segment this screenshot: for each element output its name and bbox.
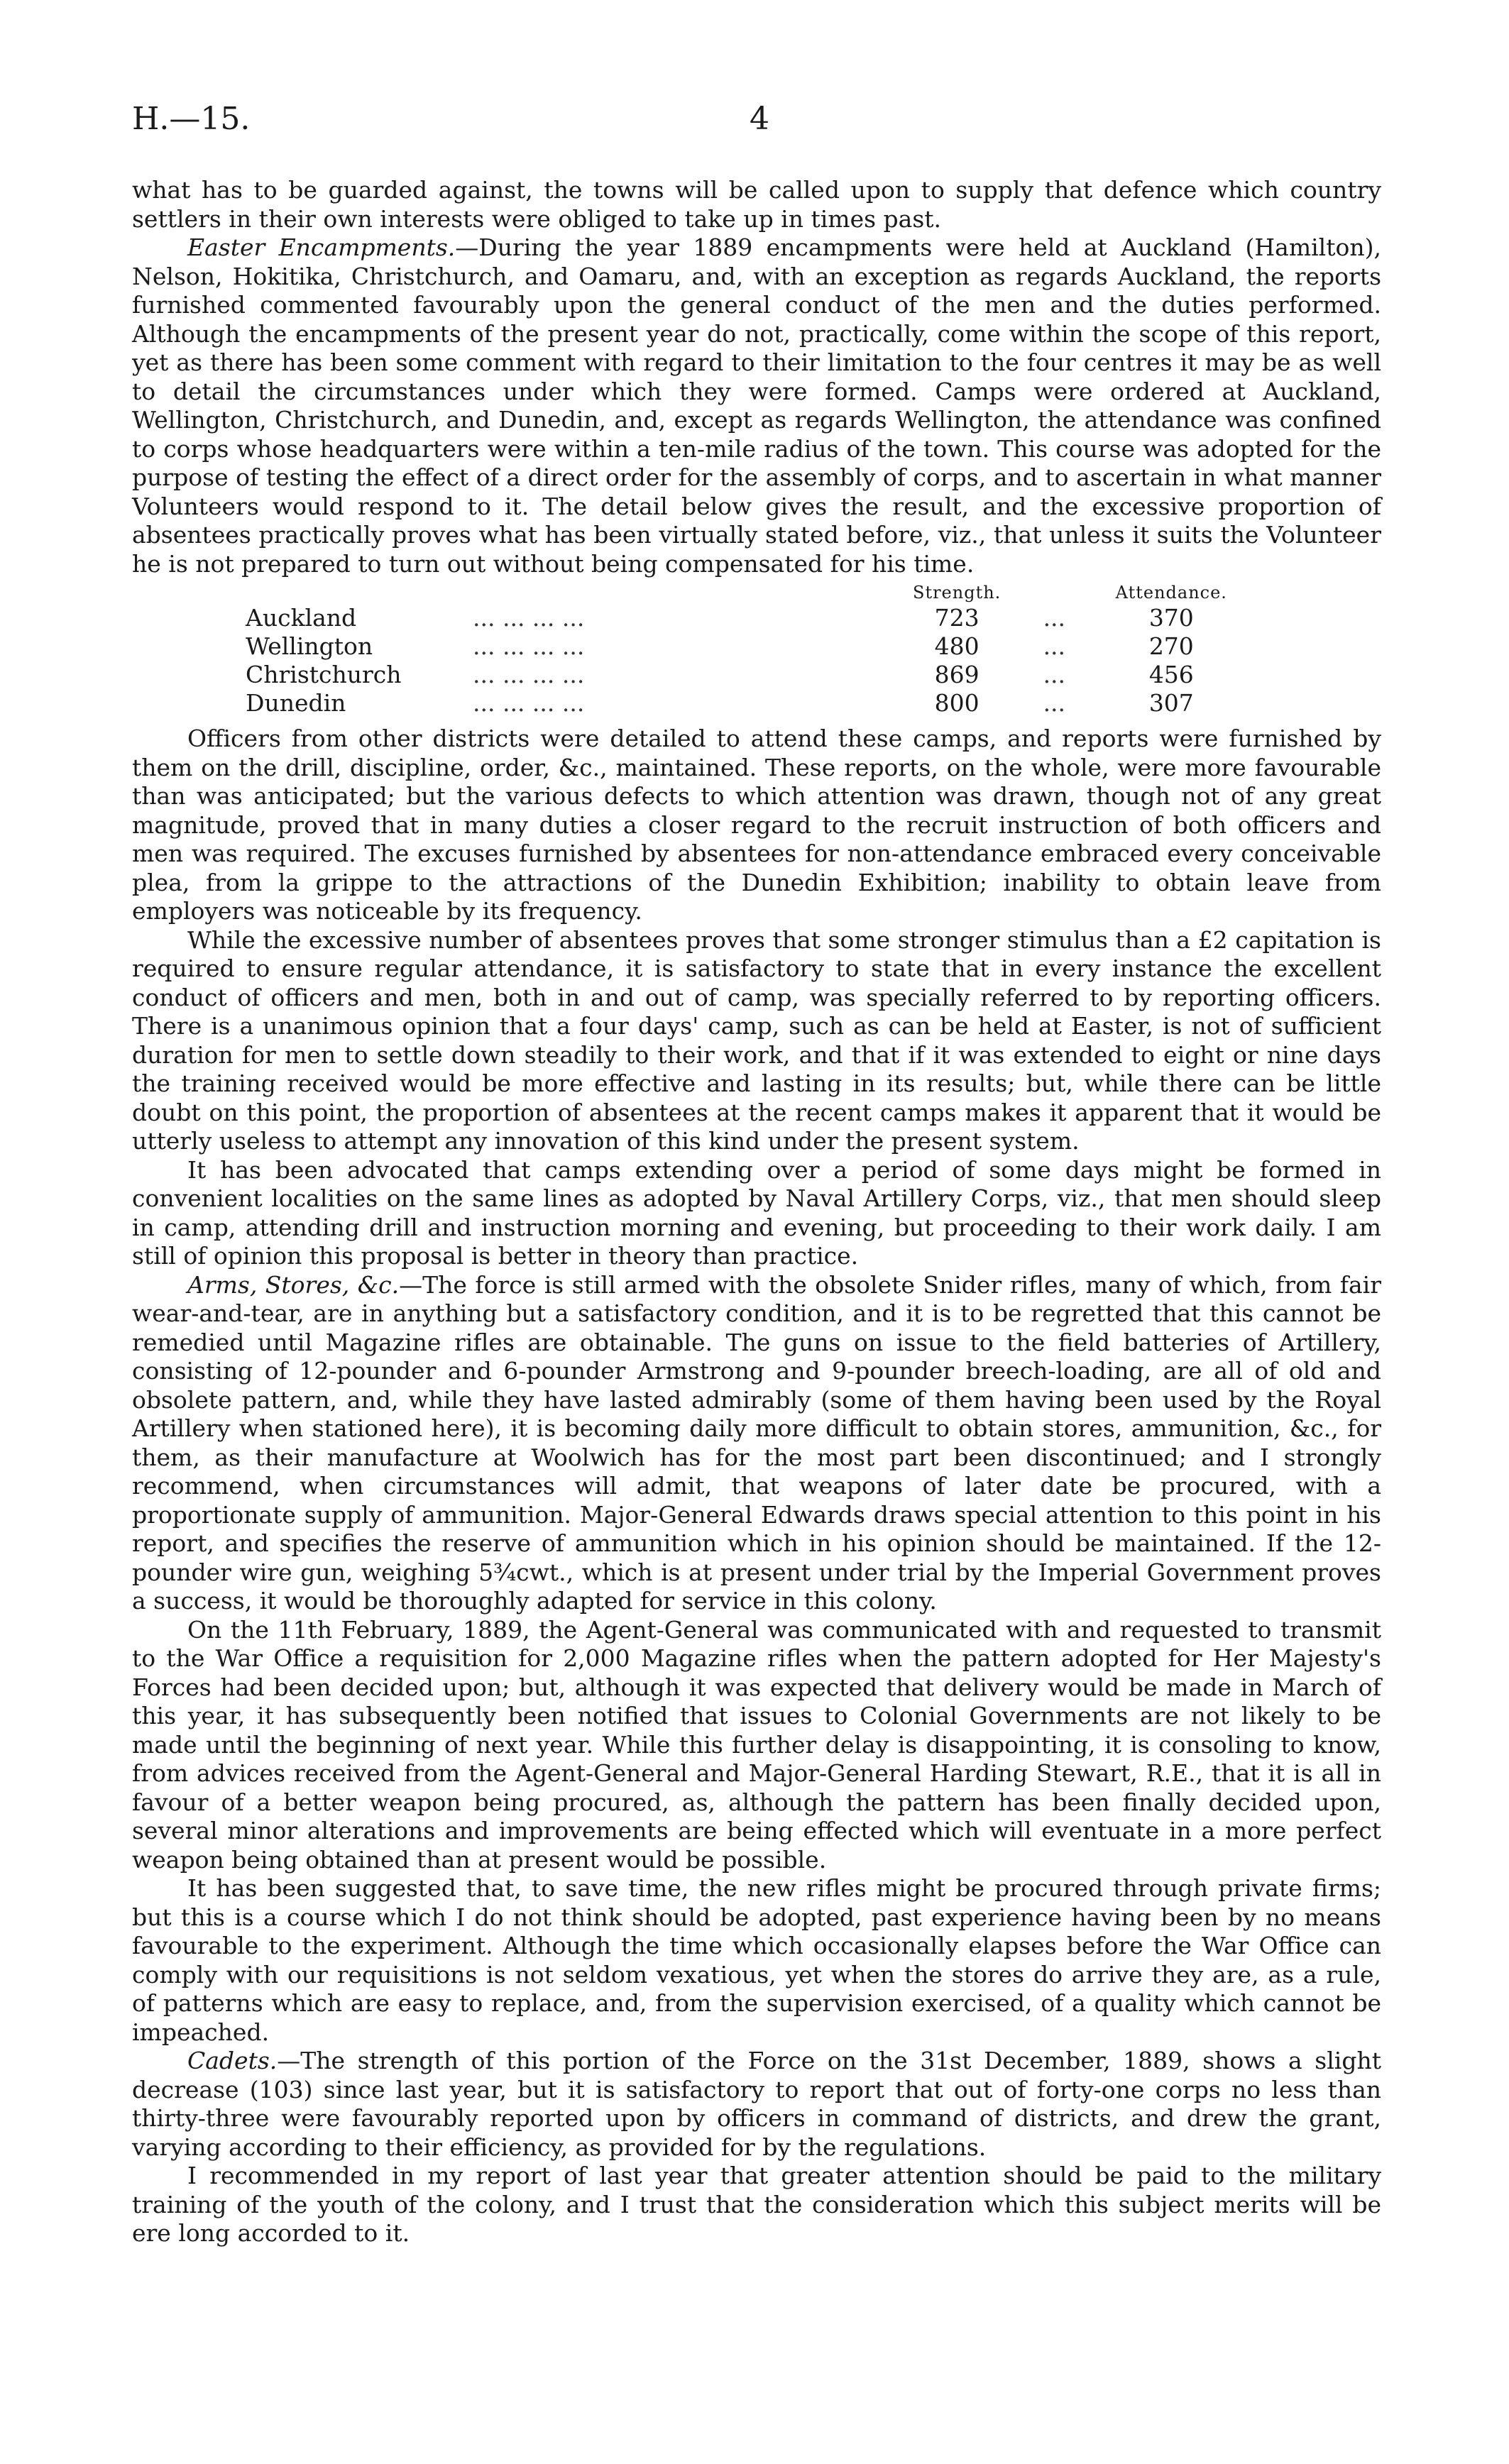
paragraph: It has been advocated that camps extending over a period of some days might be formed in convenient localities on the same lines as adopted by Naval Artillery Corps, viz., that men should sleep in camp, attending drill and instruction morning and evening, but proceeding to their work daily. I am still of opinion this proposal is better in theory than practice. xyxy=(132,1155,1381,1270)
leader-dots: ... xyxy=(1043,661,1066,688)
strength-value: 800 xyxy=(934,689,980,717)
table-row xyxy=(132,689,1235,717)
paragraph: what has to be guarded against, the towns will be called upon to supply that defence which country settlers in their own interests were obliged to take up in times past. xyxy=(132,176,1381,233)
paragraph-arms-stores: Arms, Stores, &c.—The force is still armed with the obsolete Snider rifles, many of which, from fair wear-and-tear, are in anything but a satisfactory condition, and it is to be regretted that this cannot be remedied until Magazine rifles are obtainable. The guns on issue to the field batteries of Artillery, consisting of 12-pounder and 6-pounder Armstrong and 9-pounder breech-loading, are all of old and obsolete pattern, and, while they have lasted admirably (some of them having been used by the Royal Artillery when stationed here), it is becoming daily more difficult to obtain stores, ammunition, &c., for them, as their manufacture at Woolwich has for the most part been discontinued; and I strongly recommend, when circumstances will admit, that weapons of later date be procured, with a proportionate supply of ammunition. Major-General Edwards draws special attention to this point in his report, and specifies the reserve of ammunition which in his opinion should be maintained. If the 12-pounder wire gun, weighing 5¾cwt., which is at present under trial by the Imperial Government proves a success, it would be thoroughly adapted for service in this colony. xyxy=(132,1270,1382,1615)
table-row xyxy=(132,661,1235,689)
report-body xyxy=(132,176,1381,2248)
section-lead: Cadets. xyxy=(187,2047,278,2074)
leader-dots: ... ... ... ... xyxy=(473,604,585,632)
paragraph: On the 11th February, 1889, the Agent-General was communicated with and requested to transmit to the War Office a requisition for 2,000 Magazine rifles when the pattern adopted for Her Majesty's Forces had been decided upon; but, although it was expected that delivery would be made in March of this year, it has subsequently been notified that issues to Colonial Governments are not likely to be made until the beginning of next year. While this further delay is disappointing, it is consoling to know, from advices received from the Agent-General and Major-General Harding Stewart, R.E., that it is all in favour of a better weapon being procured, as, although the pattern has been finally decided upon, several minor alterations and improvements are being effected which will eventuate in a more perfect weapon being obtained than at present would be possible. xyxy=(132,1615,1381,1874)
attendance-value: 307 xyxy=(1148,689,1194,717)
place-name: Dunedin xyxy=(246,689,346,717)
paragraph: I recommended in my report of last year that greater attention should be paid to the military training of the youth of the colony, and I trust that the consideration which this subject merits will be ere long accorded to it. xyxy=(132,2162,1381,2247)
page-number: 4 xyxy=(750,101,769,137)
attendance-value: 370 xyxy=(1148,604,1194,632)
table-header-row xyxy=(132,581,1235,604)
attendance-value: 270 xyxy=(1148,632,1194,660)
attendance-value: 456 xyxy=(1148,661,1194,688)
leader-dots: ... xyxy=(1043,632,1066,660)
table-row xyxy=(132,632,1235,661)
paragraph: It has been suggested that, to save time, the new rifles might be procured through private firms; but this is a course which I do not think should be adopted, past experience having been by no means favourable to the experiment. Although the time which occasionally elapses before the War Office can comply with our requisitions is not seldom vexatious, yet when the stores do arrive they are, as a rule, of patterns which are easy to replace, and, from the supervision exercised, of a quality which cannot be impeached. xyxy=(132,1874,1381,2046)
strength-value: 723 xyxy=(934,604,980,632)
paragraph-cadets: Cadets.—The strength of this portion of the Force on the 31st December, 1889, shows a slight decrease (103) since last year, but it is satisfactory to report that out of forty-one corps no less than thirty-three were favourably reported upon by officers in command of districts, and drew the grant, varying according to their efficiency, as provided for by the regulations. xyxy=(132,2047,1381,2161)
leader-dots: ... xyxy=(1043,689,1066,717)
leader-dots: ... ... ... ... xyxy=(473,689,585,717)
place-name: Christchurch xyxy=(246,661,402,688)
paragraph: Officers from other districts were detailed to attend these camps, and reports were furnished by them on the drill, discipline, order, &c., maintained. These reports, on the whole, were more favourable than was anticipated; but the various defects to which attention was drawn, though not of any great magnitude, proved that in many duties a closer regard to the recruit instruction of both officers and men was required. The excuses furnished by absentees for non-attendance embraced every conceivable plea, from la grippe to the attractions of the Dunedin Exhibition; inability to obtain leave from employers was noticeable by its frequency. xyxy=(132,725,1381,925)
leader-dots: ... xyxy=(1043,604,1066,632)
page-header xyxy=(132,101,1381,143)
paragraph: While the excessive number of absentees proves that some stronger stimulus than a £2 capitation is required to ensure regular attendance, it is satisfactory to state that in every instance the excellent conduct of officers and men, both in and out of camp, was specially referred to by reporting officers. There is a unanimous opinion that a four days' camp, such as can be held at Easter, is not of sufficient duration for men to settle down steadily to their work, and that if it was extended to eight or nine days the training received would be more effective and lasting in its results; but, while there can be little doubt on this point, the proportion of absentees at the recent camps makes it apparent that it would be utterly useless to attempt any innovation of this kind under the present system. xyxy=(132,925,1381,1155)
encampment-table xyxy=(132,581,1235,717)
place-name: Auckland xyxy=(246,604,357,632)
leader-dots: ... ... ... ... xyxy=(473,661,585,688)
column-header-attendance: Attendance. xyxy=(1115,583,1227,603)
table-row xyxy=(132,604,1235,632)
section-lead: Easter Encampments. xyxy=(187,233,456,261)
paragraph-easter-encampments: Easter Encampments.—During the year 1889 encampments were held at Auckland (Hamilton), Nelson, Hokitika, Christchurch, and Oamaru, and, with an exception as regards Auckland, the reports furnished commented favourably upon the general conduct of the men and the duties performed. Although the encampments of the present year do not, practically, come within the scope of this report, yet as there has been some comment with regard to their limitation to the four centres it may be as well to detail the circumstances under which they were formed. Camps were ordered at Auckland, Wellington, Christchurch, and Dunedin, and, except as regards Wellington, the attendance was confined to corps whose headquarters were within a ten-mile radius of the town. This course was adopted for the purpose of testing the effect of a direct order for the assembly of corps, and to ascertain in what manner Volunteers would respond to it. The detail below gives the result, and the excessive proportion of absentees practically proves what has been virtually stated before, viz., that unless it suits the Volunteer he is not prepared to turn out without being compensated for his time. xyxy=(132,233,1381,578)
strength-value: 480 xyxy=(934,632,980,660)
report-code: H.—15. xyxy=(132,101,251,137)
section-lead: Arms, Stores, &c. xyxy=(187,1270,400,1299)
leader-dots: ... ... ... ... xyxy=(473,632,585,660)
place-name: Wellington xyxy=(246,632,373,660)
column-header-strength: Strength. xyxy=(913,583,1002,603)
strength-value: 869 xyxy=(934,661,980,688)
